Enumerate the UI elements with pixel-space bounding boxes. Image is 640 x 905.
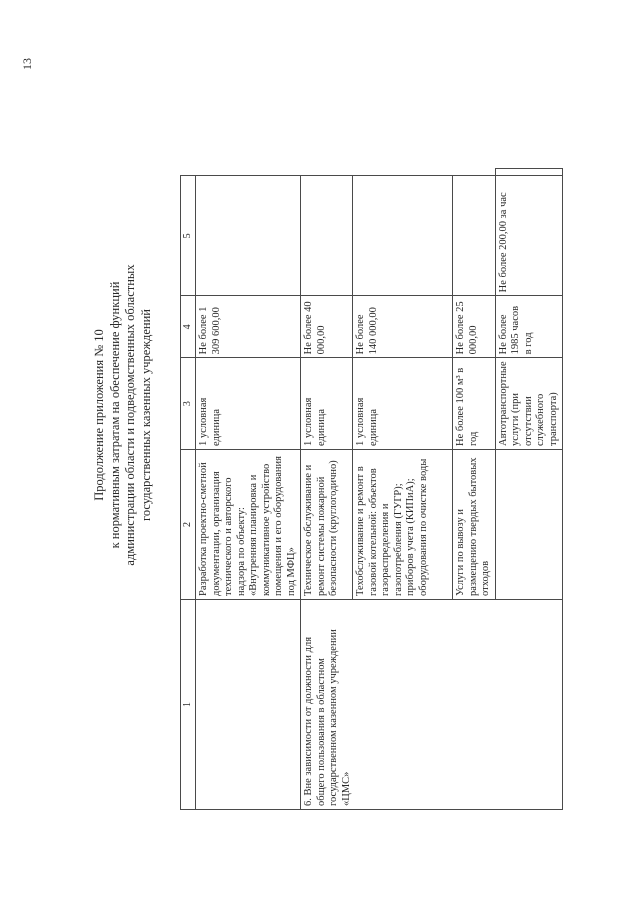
service-cell: Техобслуживание и ремонт в газовой котельной: объектов газораспределения и газопотребления (ГУГР); приборов учета (КИПиА); оборудования по очистке воды [353, 450, 453, 600]
column-header: 4 [181, 296, 196, 358]
note-cell [495, 169, 563, 176]
price-cell: Не более 140 000,00 [353, 296, 453, 358]
column-header: 3 [181, 358, 196, 450]
appendix-header [92, 205, 154, 625]
quantity-cell: Не более 100 м³ в год [453, 358, 496, 450]
quantity-cell: 1 условная единица [301, 358, 353, 450]
column-header: 1 [181, 600, 196, 810]
quantity-cell: 1 условная единица [353, 358, 453, 450]
group-label-cell: 6. Вне зависимости от должности для общего пользования в областном государственном казенном учреждении «ЦМС» [301, 600, 563, 810]
note-cell [353, 176, 453, 296]
price-cell: Не более 200,00 за час [495, 176, 563, 296]
price-cell: Не более 25 000,00 [453, 296, 496, 358]
quantity-cell: Не более 1985 часов в год [495, 296, 563, 358]
note-cell [453, 176, 496, 296]
price-cell: Не более 40 000,00 [301, 296, 353, 358]
quantity-cell: 1 условная единица [196, 358, 301, 450]
page-number: 13 [20, 58, 34, 70]
table-row [301, 169, 353, 810]
header-line: к нормативным затратам на обеспечение функций [107, 281, 122, 549]
note-cell [301, 176, 353, 296]
blank-cell [495, 450, 563, 600]
header-line: Продолжение приложения № 10 [92, 329, 106, 501]
service-cell: Услуги по вывозу и размещению твердых бытовых отходов [453, 450, 496, 600]
price-cell: Не более 1 309 600,00 [196, 296, 301, 358]
column-header: 2 [181, 450, 196, 600]
header-line: администрации области и подведомственных областных [123, 264, 137, 566]
service-cell: Техническое обслуживание и ремонт системы пожарной безопасности (круглогодично) [301, 450, 353, 600]
norms-table [180, 168, 563, 810]
column-header: 5 [181, 176, 196, 296]
header-line: государственных казенных учреждений [138, 309, 153, 521]
service-cell: Автотранспортные услуги (при отсутствии служебного транспорта) [495, 358, 563, 450]
table-row [196, 169, 301, 810]
column-number-row [181, 169, 196, 810]
note-cell [196, 176, 301, 296]
blank-cell [196, 600, 301, 810]
service-cell: Разработка проектно-сметной документации, организация технического и авторского надзора по объекту: «Внутренняя планировка и коммуникативное устройство помещения и его оборудования под МФЦ» [196, 450, 301, 600]
